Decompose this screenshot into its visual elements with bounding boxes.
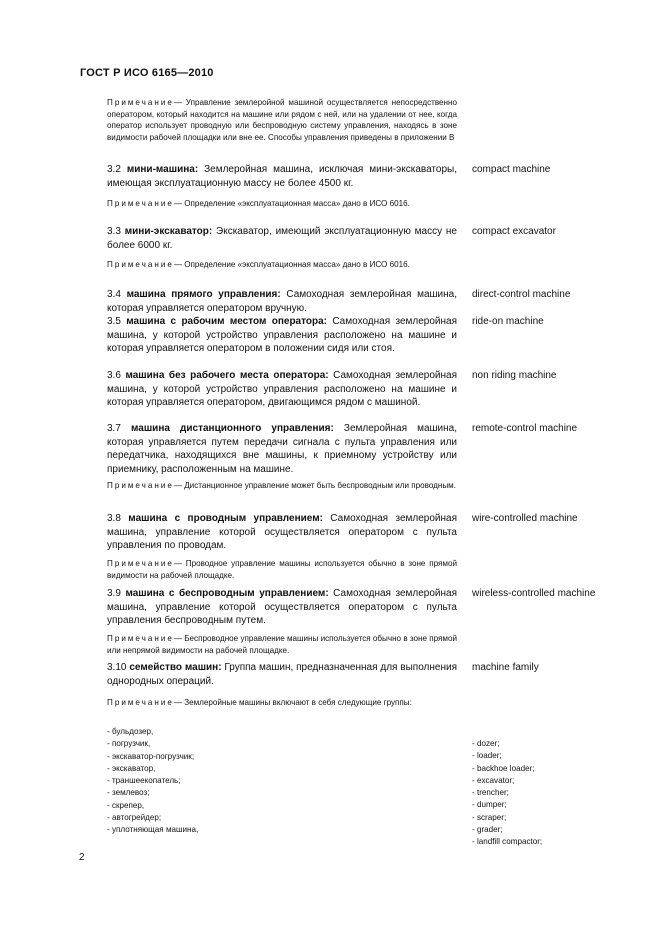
list-item: - dumper;: [472, 799, 542, 811]
term-3-2-en: compact machine: [472, 164, 551, 175]
term-3-4: [107, 288, 457, 315]
term-3-2: [107, 163, 457, 190]
term-3-6-en: non riding machine: [472, 370, 557, 381]
list-item: - погрузчик,: [107, 738, 198, 750]
term-title: машина с беспроводным управлением:: [125, 588, 329, 599]
list-item: - автогрейдер;: [107, 812, 198, 824]
intro-note: [107, 97, 457, 143]
note-text: — Проводное управление машины используется обычно в зоне прямой видимости на рабочей площадке.: [107, 559, 457, 580]
note-label: Примечание: [107, 199, 174, 208]
list-item: - экскаватор,: [107, 763, 198, 775]
term-title: мини-экскаватор:: [124, 226, 213, 237]
term-number: 3.3: [107, 226, 121, 237]
term-number: 3.10: [107, 662, 127, 673]
term-number: 3.9: [107, 588, 121, 599]
note-label: Примечание: [107, 98, 174, 107]
term-3-9-en: wireless-controlled machine: [472, 588, 596, 599]
term-title: машина с рабочим местом оператора:: [126, 316, 327, 327]
list-item: - backhoe loader;: [472, 763, 542, 775]
term-3-10-note: [107, 697, 457, 709]
term-definition: Самоходная землеройная машина, у которой устройство управления расположено на машине и которая управляется оператором в положении сидя или стоя.: [107, 316, 458, 355]
note-label: Примечание: [107, 481, 174, 490]
term-3-8: [107, 512, 457, 553]
term-3-4-en: direct-control machine: [472, 289, 571, 300]
list-item: - уплотняющая машина,: [107, 824, 198, 836]
term-3-6: [107, 369, 457, 410]
term-3-10-en: machine family: [472, 662, 539, 673]
term-3-9-note: [107, 633, 457, 656]
term-definition: Землеройная машина, исключая мини-экскаваторы, имеющая эксплуатационную массу не более 4500 кг.: [107, 164, 457, 189]
note-text: — Землеройные машины включают в себя следующие группы:: [173, 698, 412, 707]
note-text: — Определение «эксплуатационная масса» дано в ИСО 6016.: [173, 199, 410, 208]
list-item: - scraper;: [472, 812, 542, 824]
list-item: - скрепер,: [107, 800, 198, 812]
list-item: - trencher;: [472, 787, 542, 799]
term-title: машина прямого управления:: [126, 289, 281, 300]
term-3-7: [107, 422, 457, 476]
list-item: - экскаватор-погрузчик;: [107, 751, 198, 763]
term-3-7-en: remote-control machine: [472, 423, 578, 434]
note-text: — Управление землеройной машиной осуществляется непосредственно оператором, который находится на машине или рядом с ней, или на удалении от нее, когда оператор использует проводную или беспроводную систему управления, находясь в зоне видимости рабочей площадки или вне ее. Способы управления приведены в приложении В: [107, 98, 457, 142]
list-item: - dozer;: [472, 738, 542, 750]
page-number: 2: [79, 852, 85, 863]
list-item: - excavator;: [472, 775, 542, 787]
term-3-3-note: [107, 259, 457, 271]
term-definition: Самоходная землеройная машина, управление которой осуществляется оператором с пульта управления беспроводным путем.: [107, 588, 458, 627]
term-3-10: [107, 661, 457, 688]
term-3-2-note: [107, 198, 457, 210]
term-definition: Самоходная землеройная машина, у которой устройство управления расположено на машине и которая управляется оператором, двигающимся рядом с машиной.: [107, 370, 458, 409]
note-label: Примечание: [107, 559, 174, 568]
list-item: - grader;: [472, 824, 542, 836]
note-text: — Беспроводное управление машины используется обычно в зоне прямой или непрямой видимости на рабочей площадке.: [107, 634, 457, 655]
term-title: машина с проводным управлением:: [128, 513, 323, 524]
term-number: 3.6: [107, 370, 121, 381]
term-number: 3.4: [107, 289, 121, 300]
term-3-3-en: compact excavator: [472, 226, 556, 237]
note-text: — Определение «эксплуатационная масса» дано в ИСО 6016.: [173, 260, 410, 269]
term-definition: Самоходная землеройная машина, управление которой осуществляется оператором с пульта управления по проводам.: [107, 513, 457, 552]
list-item: - бульдозер,: [107, 726, 198, 738]
term-title: мини-машина:: [126, 164, 199, 175]
note-label: Примечание: [107, 698, 174, 707]
term-title: машина дистанционного управления:: [131, 423, 334, 434]
term-3-5-en: ride-on machine: [472, 316, 544, 327]
term-number: 3.8: [107, 513, 121, 524]
term-definition: Экскаватор, имеющий эксплуатационную массу не более 6000 кг.: [107, 226, 457, 251]
list-item: - landfill compactor;: [472, 836, 542, 848]
term-title: машина без рабочего места оператора:: [125, 370, 329, 381]
term-3-5: [107, 315, 457, 356]
term-definition: Землеройная машина, которая управляется путем передачи сигнала с пульта управления или передатчика, находящихся вне машины, к приемному устройству или приемнику, расположенным на машине.: [107, 423, 458, 475]
note-text: — Дистанционное управление может быть беспроводным или проводным.: [173, 481, 456, 490]
term-definition: Самоходная землеройная машина, которая управляется оператором вручную.: [107, 289, 457, 314]
term-definition: Группа машин, предназначенная для выполнения однородных операций.: [107, 662, 457, 687]
term-number: 3.2: [107, 164, 121, 175]
term-3-8-note: [107, 558, 457, 581]
machine-groups-en-list: [472, 738, 542, 849]
note-label: Примечание: [107, 634, 174, 643]
list-item: - траншеекопатель;: [107, 775, 198, 787]
term-3-9: [107, 587, 457, 628]
note-label: Примечание: [107, 260, 174, 269]
term-3-7-note: [107, 480, 457, 492]
term-number: 3.5: [107, 316, 121, 327]
term-3-8-en: wire-controlled machine: [472, 513, 578, 524]
term-number: 3.7: [107, 423, 121, 434]
term-title: семейство машин:: [129, 662, 222, 673]
list-item: - loader;: [472, 750, 542, 762]
document-header: ГОСТ Р ИСО 6165—2010: [80, 67, 214, 79]
list-item: - землевоз;: [107, 787, 198, 799]
machine-groups-ru-list: [107, 726, 198, 837]
term-3-3: [107, 225, 457, 252]
